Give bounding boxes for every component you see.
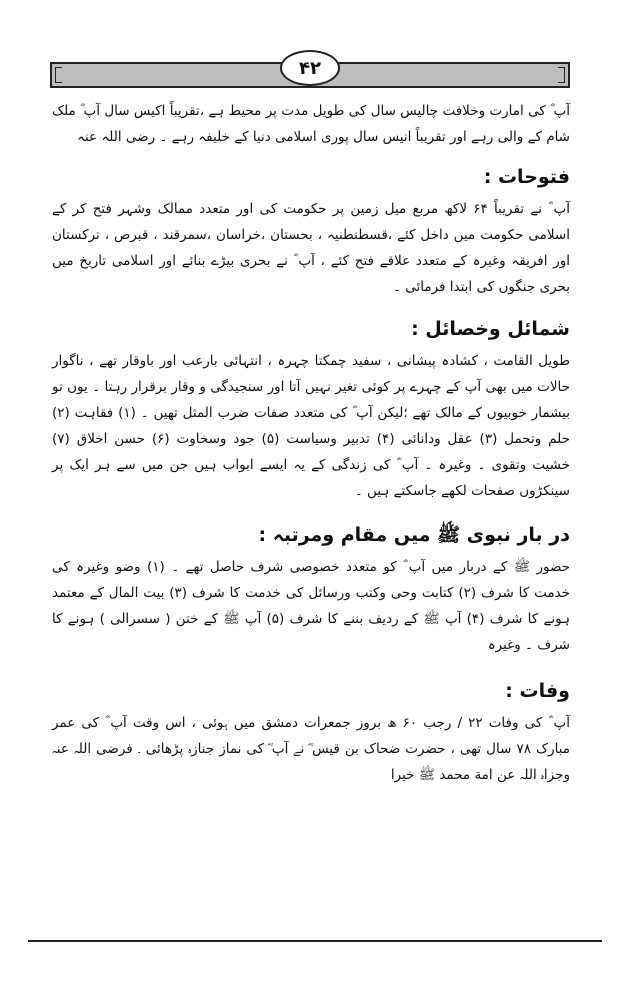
death-paragraph: آپ ؓ کی وفات ۲۲ / رجب ۶۰ ھ بروز جمعرات دمشق میں ہوئی ، اس وقت آپ ؓ کی عمر مبارک ۷۸ سال تھی ، حضرت ضحاک بن قیس ؓ نے آپ ؓ کی نماز جنازہ پڑھائی ۔ فرضی اللہ عنہ وجزاہ اللہ عن امة محمد ﷺ خیرا (52, 715, 571, 783)
heading-death: وفات : (505, 680, 570, 702)
heading-court-rank: در بار نبوی ﷺ میں مقام ومرتبہ : (258, 524, 570, 546)
page-header-bar (50, 57, 570, 88)
page-content (52, 98, 570, 788)
conquests-paragraph: آپ ؓ نے تقریباً ۶۴ لاکھ مربع میل زمین پر حکومت کی اور متعدد ممالک وشہر فتح کر کے اسلامی حکومت میں داخل کئے ،قسطنطنیہ ، بحستان ،خراسان ،سمرقند ، قبرص ، ترکستان اور افریقہ وغیرہ کے متعدد علاقے فتح کئے ، آپ ؓ نے بحری بیڑے بنائے اور اسلامی تاریخ میں بحری جنگوں کی ابتدا فرمائی ۔ (52, 201, 570, 295)
virtues-paragraph: طویل القامت ، کشادہ پیشانی ، سفید چمکتا چہرہ ، انتہائی بارعب اور باوقار تھے ، ناگوار حالات میں بھی آپ کے چہرے پر کوئی تغیر نہیں آتا اور سنجیدگی و وقار برقرار رہتا ۔ یوں تو بیشمار خوبیوں کے مالک تھے ؛لیکن آپ ؓ کی متعدد صفات ضرب المثل تھیں ۔ (۱) فقاہت (۲) حلم وتحمل (۳) عقل ودانائی (۴) تدبیر وسیاست (۵) جود وسخاوت (۶) حسن اخلاق (۷) خشیت وتقوی ۔ وغیرہ ۔ آپ ؓ کی زندگی کے یہ ایسے ابواب ہیں جن میں سے ہر ایک پر سینکڑوں صفحات لکھے جاسکتے ہیں ۔ (52, 353, 570, 499)
footer-rule (28, 940, 602, 942)
heading-virtues: شمائل وخصائل : (411, 318, 570, 340)
court-paragraph: حضور ﷺ کے دربار میں آپ ؓ کو متعدد خصوصی شرف حاصل تھے ۔ (۱) وضو وغیرہ کی خدمت کا شرف (۲) کتابت وحی وکتب ورسائل کی خدمت کا شرف (۳) بیت المال کے معتمد ہونے کا شرف (۴) آپ ﷺ کے ردیف بننے کا شرف (۵) آپ ﷺ کے ختن ( سسرالی ) ہونے کا شرف ۔ وغیرہ (52, 559, 571, 653)
page-number: ۴۲ (280, 50, 340, 86)
heading-conquests: فتوحات : (483, 166, 570, 188)
intro-paragraph: آپ ؓ کی امارت وخلافت چالیس سال کی طویل مدت پر محیط ہے ،تقریباً اکیس سال آپ ؓ ملک شام کے والی رہے اور تقریباً انیس سال پوری اسلامی دنیا کے خلیفہ رہے ۔ رضی اللہ عنہ (52, 103, 570, 145)
